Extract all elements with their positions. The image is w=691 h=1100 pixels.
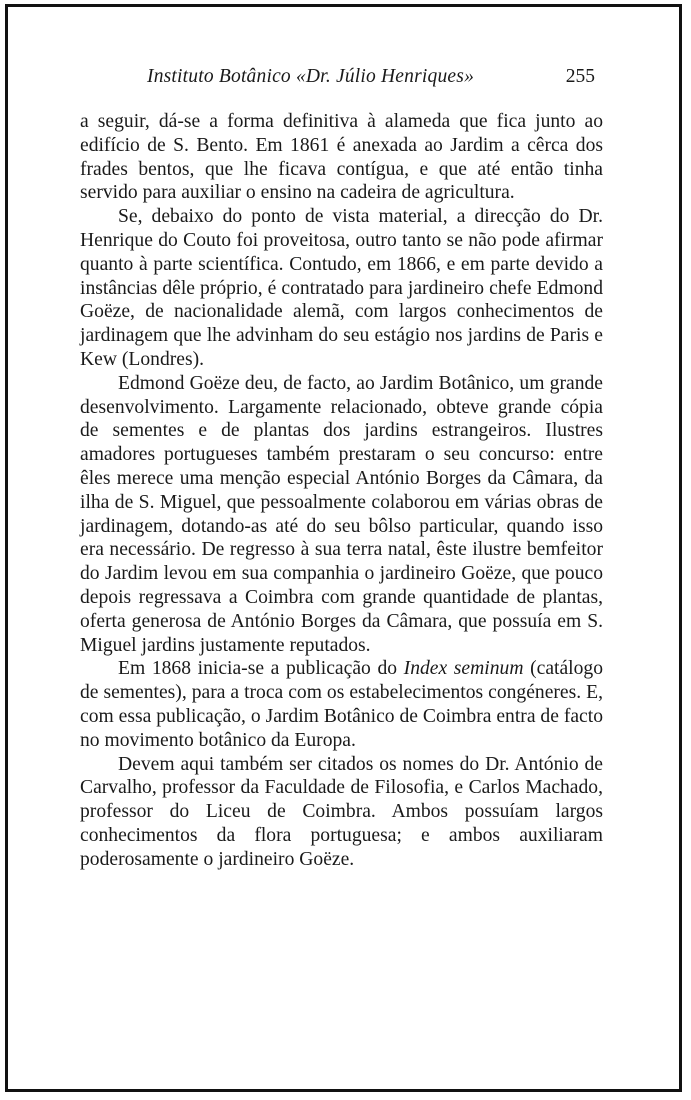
book-page xyxy=(80,66,603,872)
paragraph-4 xyxy=(80,657,603,752)
index-seminum-title: Index seminum xyxy=(403,658,524,680)
running-title: Instituto Botânico «Dr. Júlio Henriques» xyxy=(147,66,475,87)
paragraph-3: Edmond Goëze deu, de facto, ao Jardim Botânico, um grande desenvolvimento. Largamente relacionado, obteve grande cópia de sementes e de plantas dos jardins estrangeiros. Ilustres amadores portugueses também prestaram o seu concurso: entre êles merece uma menção especial António Borges da Câmara, da ilha de S. Miguel, que pessoalmente colaborou em várias obras de jardinagem, dotando-as até do seu bôlso particular, quando isso era necessário. De regresso à sua terra natal, êste ilustre bemfeitor do Jardim levou em sua companhia o jardineiro Goëze, que pouco depois regressava a Coimbra com grande quantidade de plantas, oferta generosa de António Borges da Câmara, que possuía em S. Miguel jardins justamente reputados. xyxy=(80,372,603,656)
paragraph-1: a seguir, dá-se a forma definitiva à alameda que fica junto ao edifício de S. Bento. Em 1861 é anexada ao Jardim a cêrca dos frades bentos, que lhe ficava contígua, e que até então tinha servido para auxiliar o ensino na cadeira de agricultura. xyxy=(80,111,603,204)
page-number: 255 xyxy=(565,66,595,87)
body-text xyxy=(80,110,603,872)
paragraph-4-start: Em 1868 inicia-se a publicação do xyxy=(118,658,404,680)
paragraph-4-end: (catálogo de sementes), para a troca com os estabelecimentos congéneres. E, com essa publicação, o Jardim Botânico de Coimbra entra de facto no movimento botânico da Europa. xyxy=(80,658,603,751)
running-head xyxy=(80,66,603,96)
paragraph-5: Devem aqui também ser citados os nomes do Dr. António de Carvalho, professor da Faculdade de Filosofia, e Carlos Machado, professor do Liceu de Coimbra. Ambos possuíam largos conhecimentos da flora portuguesa; e ambos auxiliaram poderosamente o jardineiro Goëze. xyxy=(80,753,603,870)
paragraph-2: Se, debaixo do ponto de vista material, a direcção do Dr. Henrique do Couto foi proveitosa, outro tanto se não pode afirmar quanto à parte scientífica. Contudo, em 1866, e em parte devido a instâncias dêle próprio, é contratado para jardineiro chefe Edmond Goëze, de nacionalidade alemã, com largos conhecimentos de jardinagem que lhe advinham do seu estágio nos jardins de Paris e Kew (Londres). xyxy=(80,206,603,370)
